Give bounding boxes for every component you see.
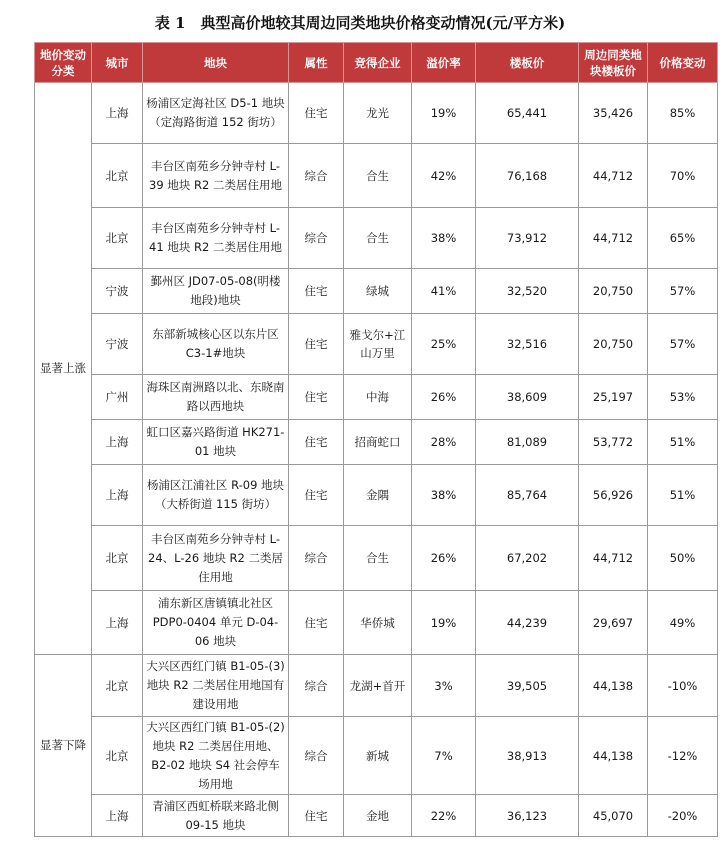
price-change-cell: -20% bbox=[648, 795, 718, 837]
header-premium: 溢价率 bbox=[412, 43, 476, 83]
table-row bbox=[35, 795, 718, 837]
company-cell: 招商蛇口 bbox=[344, 420, 412, 465]
table-row bbox=[35, 269, 718, 314]
plot-cell: 浦东新区唐镇镇北社区 PDP0-0404 单元 D-04-06 地块 bbox=[143, 591, 289, 655]
premium-cell: 7% bbox=[412, 717, 476, 795]
city-cell: 上海 bbox=[92, 591, 143, 655]
price-change-cell: 85% bbox=[648, 83, 718, 144]
type-cell: 综合 bbox=[289, 655, 344, 717]
plot-cell: 杨浦区定海社区 D5-1 地块（定海路街道 152 街坊） bbox=[143, 83, 289, 144]
floor-price-cell: 38,609 bbox=[476, 375, 579, 420]
plot-cell: 青浦区西虹桥联来路北侧 09-15 地块 bbox=[143, 795, 289, 837]
plot-cell: 鄞州区 JD07-05-08(明楼地段)地块 bbox=[143, 269, 289, 314]
type-cell: 住宅 bbox=[289, 269, 344, 314]
table-row bbox=[35, 83, 718, 144]
company-cell: 华侨城 bbox=[344, 591, 412, 655]
type-cell: 综合 bbox=[289, 144, 344, 208]
header-plot: 地块 bbox=[143, 43, 289, 83]
plot-cell: 东部新城核心区以东片区 C3-1#地块 bbox=[143, 314, 289, 375]
company-cell: 中海 bbox=[344, 375, 412, 420]
premium-cell: 41% bbox=[412, 269, 476, 314]
header-nearby-price: 周边同类地块楼板价 bbox=[579, 43, 648, 83]
floor-price-cell: 76,168 bbox=[476, 144, 579, 208]
category-cell: 显著上涨 bbox=[35, 83, 92, 655]
premium-cell: 26% bbox=[412, 375, 476, 420]
table-row bbox=[35, 526, 718, 591]
city-cell: 上海 bbox=[92, 83, 143, 144]
price-change-table bbox=[34, 42, 718, 837]
floor-price-cell: 85,764 bbox=[476, 465, 579, 526]
premium-cell: 26% bbox=[412, 526, 476, 591]
price-change-cell: 51% bbox=[648, 465, 718, 526]
header-category: 地价变动分类 bbox=[35, 43, 92, 83]
premium-cell: 22% bbox=[412, 795, 476, 837]
price-change-cell: 51% bbox=[648, 420, 718, 465]
header-floor-price: 楼板价 bbox=[476, 43, 579, 83]
floor-price-cell: 67,202 bbox=[476, 526, 579, 591]
city-cell: 上海 bbox=[92, 420, 143, 465]
city-cell: 北京 bbox=[92, 655, 143, 717]
plot-cell: 丰台区南苑乡分钟寺村 L-39 地块 R2 二类居住用地 bbox=[143, 144, 289, 208]
price-change-cell: -10% bbox=[648, 655, 718, 717]
company-cell: 雅戈尔+江山万里 bbox=[344, 314, 412, 375]
floor-price-cell: 65,441 bbox=[476, 83, 579, 144]
nearby-price-cell: 44,712 bbox=[579, 208, 648, 269]
header-city: 城市 bbox=[92, 43, 143, 83]
company-cell: 金隅 bbox=[344, 465, 412, 526]
premium-cell: 38% bbox=[412, 208, 476, 269]
type-cell: 住宅 bbox=[289, 420, 344, 465]
nearby-price-cell: 20,750 bbox=[579, 269, 648, 314]
floor-price-cell: 38,913 bbox=[476, 717, 579, 795]
city-cell: 上海 bbox=[92, 795, 143, 837]
floor-price-cell: 32,516 bbox=[476, 314, 579, 375]
nearby-price-cell: 20,750 bbox=[579, 314, 648, 375]
nearby-price-cell: 56,926 bbox=[579, 465, 648, 526]
type-cell: 综合 bbox=[289, 526, 344, 591]
nearby-price-cell: 25,197 bbox=[579, 375, 648, 420]
table-row bbox=[35, 144, 718, 208]
city-cell: 广州 bbox=[92, 375, 143, 420]
table-row bbox=[35, 717, 718, 795]
price-change-cell: 57% bbox=[648, 314, 718, 375]
type-cell: 住宅 bbox=[289, 465, 344, 526]
city-cell: 宁波 bbox=[92, 314, 143, 375]
city-cell: 宁波 bbox=[92, 269, 143, 314]
nearby-price-cell: 35,426 bbox=[579, 83, 648, 144]
premium-cell: 19% bbox=[412, 591, 476, 655]
type-cell: 住宅 bbox=[289, 83, 344, 144]
plot-cell: 海珠区南洲路以北、东晓南路以西地块 bbox=[143, 375, 289, 420]
floor-price-cell: 39,505 bbox=[476, 655, 579, 717]
premium-cell: 38% bbox=[412, 465, 476, 526]
nearby-price-cell: 44,712 bbox=[579, 144, 648, 208]
type-cell: 住宅 bbox=[289, 375, 344, 420]
plot-cell: 丰台区南苑乡分钟寺村 L-24、L-26 地块 R2 二类居住用地 bbox=[143, 526, 289, 591]
plot-cell: 丰台区南苑乡分钟寺村 L-41 地块 R2 二类居住用地 bbox=[143, 208, 289, 269]
price-change-cell: 53% bbox=[648, 375, 718, 420]
company-cell: 绿城 bbox=[344, 269, 412, 314]
table-row bbox=[35, 591, 718, 655]
plot-cell: 大兴区西红门镇 B1-05-(2)地块 R2 二类居住用地、B2-02 地块 S4 社会停车场用地 bbox=[143, 717, 289, 795]
nearby-price-cell: 29,697 bbox=[579, 591, 648, 655]
company-cell: 金地 bbox=[344, 795, 412, 837]
header-price-change: 价格变动 bbox=[648, 43, 718, 83]
plot-cell: 虹口区嘉兴路街道 HK271-01 地块 bbox=[143, 420, 289, 465]
company-cell: 合生 bbox=[344, 526, 412, 591]
plot-cell: 杨浦区江浦社区 R-09 地块（大桥街道 115 街坊） bbox=[143, 465, 289, 526]
table-row bbox=[35, 655, 718, 717]
nearby-price-cell: 44,138 bbox=[579, 717, 648, 795]
city-cell: 上海 bbox=[92, 465, 143, 526]
city-cell: 北京 bbox=[92, 717, 143, 795]
table-body bbox=[35, 83, 718, 837]
type-cell: 住宅 bbox=[289, 795, 344, 837]
nearby-price-cell: 45,070 bbox=[579, 795, 648, 837]
price-change-cell: 50% bbox=[648, 526, 718, 591]
premium-cell: 3% bbox=[412, 655, 476, 717]
type-cell: 住宅 bbox=[289, 314, 344, 375]
type-cell: 住宅 bbox=[289, 591, 344, 655]
company-cell: 新城 bbox=[344, 717, 412, 795]
premium-cell: 28% bbox=[412, 420, 476, 465]
table-row bbox=[35, 208, 718, 269]
premium-cell: 42% bbox=[412, 144, 476, 208]
price-change-cell: 49% bbox=[648, 591, 718, 655]
floor-price-cell: 44,239 bbox=[476, 591, 579, 655]
header-type: 属性 bbox=[289, 43, 344, 83]
category-cell: 显著下降 bbox=[35, 655, 92, 837]
floor-price-cell: 36,123 bbox=[476, 795, 579, 837]
company-cell: 龙湖+首开 bbox=[344, 655, 412, 717]
table-row bbox=[35, 420, 718, 465]
city-cell: 北京 bbox=[92, 144, 143, 208]
nearby-price-cell: 44,138 bbox=[579, 655, 648, 717]
table-row bbox=[35, 314, 718, 375]
type-cell: 综合 bbox=[289, 208, 344, 269]
company-cell: 龙光 bbox=[344, 83, 412, 144]
plot-cell: 大兴区西红门镇 B1-05-(3)地块 R2 二类居住用地国有建设用地 bbox=[143, 655, 289, 717]
nearby-price-cell: 44,712 bbox=[579, 526, 648, 591]
type-cell: 综合 bbox=[289, 717, 344, 795]
table-title: 表 1 典型高价地较其周边同类地块价格变动情况(元/平方米) bbox=[154, 14, 566, 32]
floor-price-cell: 81,089 bbox=[476, 420, 579, 465]
city-cell: 北京 bbox=[92, 208, 143, 269]
company-cell: 合生 bbox=[344, 208, 412, 269]
table-row bbox=[35, 465, 718, 526]
price-change-cell: -12% bbox=[648, 717, 718, 795]
floor-price-cell: 32,520 bbox=[476, 269, 579, 314]
table-row bbox=[35, 375, 718, 420]
price-change-cell: 57% bbox=[648, 269, 718, 314]
nearby-price-cell: 53,772 bbox=[579, 420, 648, 465]
premium-cell: 25% bbox=[412, 314, 476, 375]
header-company: 竞得企业 bbox=[344, 43, 412, 83]
price-change-cell: 70% bbox=[648, 144, 718, 208]
floor-price-cell: 73,912 bbox=[476, 208, 579, 269]
header-row bbox=[35, 43, 718, 83]
premium-cell: 19% bbox=[412, 83, 476, 144]
city-cell: 北京 bbox=[92, 526, 143, 591]
company-cell: 合生 bbox=[344, 144, 412, 208]
price-change-cell: 65% bbox=[648, 208, 718, 269]
